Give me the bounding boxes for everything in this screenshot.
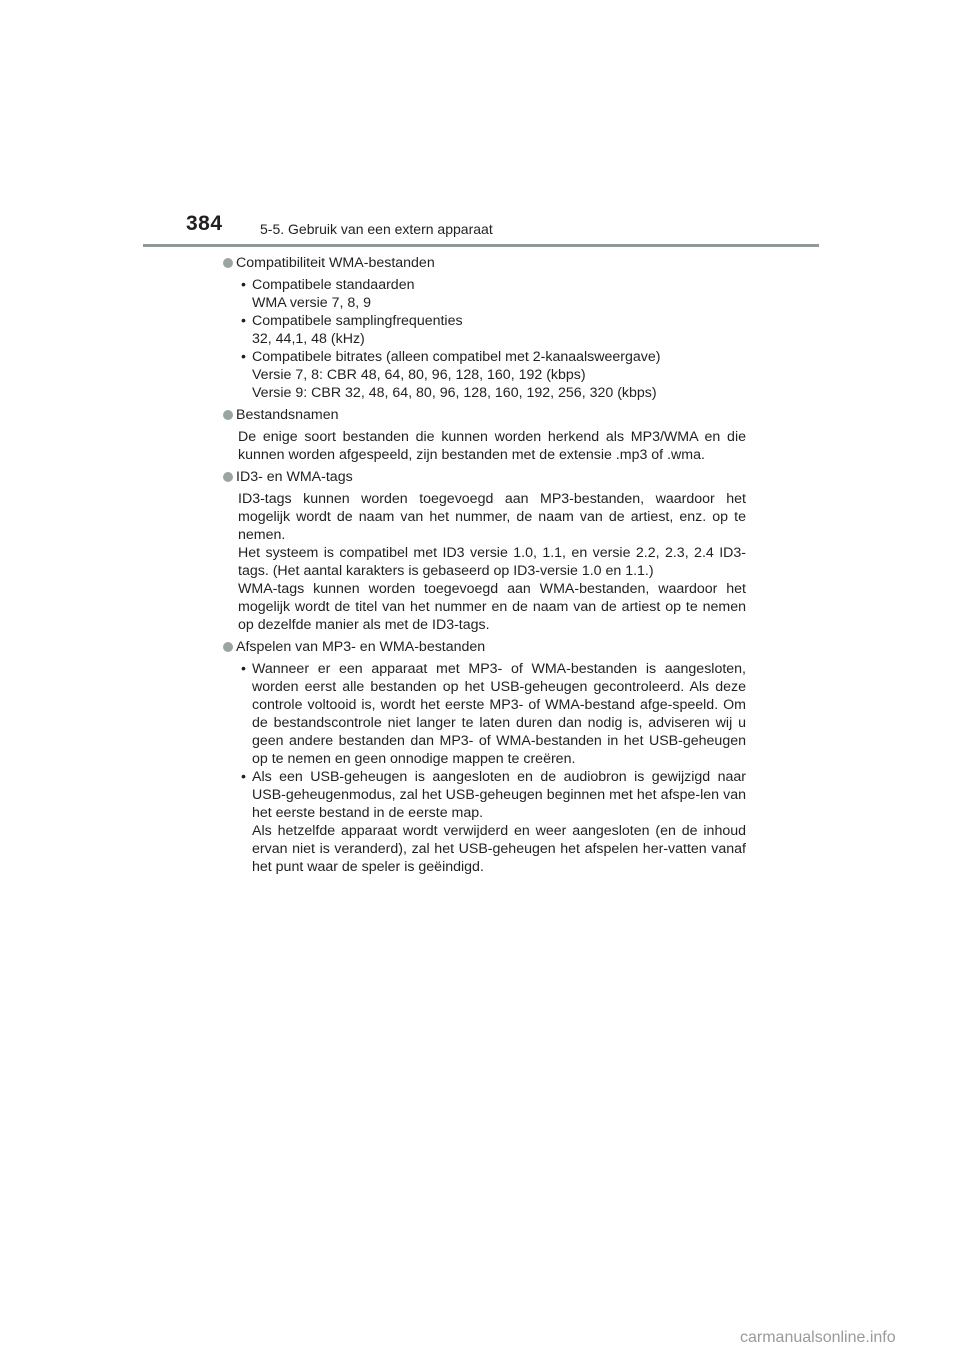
page-content <box>222 254 746 880</box>
section-wma-compatibility <box>222 254 746 402</box>
section-body <box>222 428 746 464</box>
bullet-dot-icon <box>223 410 233 420</box>
section-heading <box>222 406 746 424</box>
list-item-detail: Versie 7, 8: CBR 48, 64, 80, 96, 128, 160, 192 (kbps) <box>252 367 586 383</box>
bullet-marker: • <box>241 349 246 365</box>
section-heading-text: Afspelen van MP3- en WMA-bestanden <box>236 639 486 655</box>
bullet-marker: • <box>241 661 246 677</box>
list-item <box>222 660 746 768</box>
section-heading-text: ID3- en WMA-tags <box>236 469 353 485</box>
sub-list <box>222 660 746 876</box>
list-item-text: Compatibele samplingfrequenties <box>252 313 463 329</box>
paragraph: WMA-tags kunnen worden toegevoegd aan WMA-bestanden, waardoor het mogelijk wordt de titel van het nummer en de naam van de artiest op te nemen op dezelfde manier als met de ID3-tags. <box>238 581 746 633</box>
section-title: 5-5. Gebruik van een extern apparaat <box>260 221 493 237</box>
bullet-marker: • <box>241 769 246 785</box>
page-header <box>0 0 960 250</box>
paragraph: De enige soort bestanden die kunnen worden herkend als MP3/WMA en die kunnen worden afgespeeld, zijn bestanden met de extensie .mp3 of .wma. <box>238 429 746 463</box>
list-item-detail: Als hetzelfde apparaat wordt verwijderd en weer aangesloten (en de inhoud ervan niet is veranderd), zal het USB-geheugen het afspelen her-vatten vanaf het punt waar de speler is geëindigd. <box>252 823 746 875</box>
list-item-detail: Versie 9: CBR 32, 48, 64, 80, 96, 128, 160, 192, 256, 320 (kbps) <box>252 385 657 401</box>
list-item-text: Wanneer er een apparaat met MP3- of WMA-bestanden is aangesloten, worden eerst alle bestanden op het USB-geheugen gecontroleerd. Als deze controle voltooid is, wordt het eerste MP3- of WMA-bestand afge-speeld. Om de bestandscontrole niet langer te laten duren dan nodig is, adviseren wij u geen andere bestanden dan MP3- of WMA-bestanden in het USB-geheugen op te nemen en geen onnodige mappen te creëren. <box>252 661 746 767</box>
bullet-marker: • <box>241 277 246 293</box>
watermark: carmanualsonline.info <box>740 1329 896 1346</box>
bullet-marker: • <box>241 313 246 329</box>
section-file-names <box>222 406 746 464</box>
bullet-dot-icon <box>223 258 233 268</box>
list-item-detail: 32, 44,1, 48 (kHz) <box>252 331 365 347</box>
section-heading-text: Bestandsnamen <box>236 407 339 423</box>
section-heading <box>222 254 746 272</box>
header-divider <box>143 244 819 247</box>
section-heading <box>222 468 746 486</box>
list-item-text: Compatibele standaarden <box>252 277 415 293</box>
list-item <box>222 768 746 876</box>
paragraph: Het systeem is compatibel met ID3 versie 1.0, 1.1, en versie 2.2, 2.3, 2.4 ID3-tags. (Het aantal karakters is gebaseerd op ID3-versie 1.0 en 1.1.) <box>238 545 746 579</box>
paragraph: ID3-tags kunnen worden toegevoegd aan MP3-bestanden, waardoor het mogelijk wordt de naam van het nummer, de naam van de artiest, enz. op te nemen. <box>238 491 746 543</box>
bullet-dot-icon <box>223 472 233 482</box>
section-playback <box>222 638 746 876</box>
section-body <box>222 490 746 634</box>
list-item-text: Als een USB-geheugen is aangesloten en de audiobron is gewijzigd naar USB-geheugenmodus, zal het USB-geheugen beginnen met het afspe-len van het eerste bestand in de eerste map. <box>252 769 746 821</box>
list-item <box>222 348 746 402</box>
list-item <box>222 312 746 348</box>
list-item <box>222 276 746 312</box>
sub-list <box>222 276 746 402</box>
section-id3-wma-tags <box>222 468 746 634</box>
list-item-detail: WMA versie 7, 8, 9 <box>252 295 372 311</box>
section-heading-text: Compatibiliteit WMA-bestanden <box>236 255 435 271</box>
section-heading <box>222 638 746 656</box>
page-number: 384 <box>186 212 223 235</box>
list-item-text: Compatibele bitrates (alleen compatibel met 2-kanaalsweergave) <box>252 349 661 365</box>
bullet-dot-icon <box>223 642 233 652</box>
